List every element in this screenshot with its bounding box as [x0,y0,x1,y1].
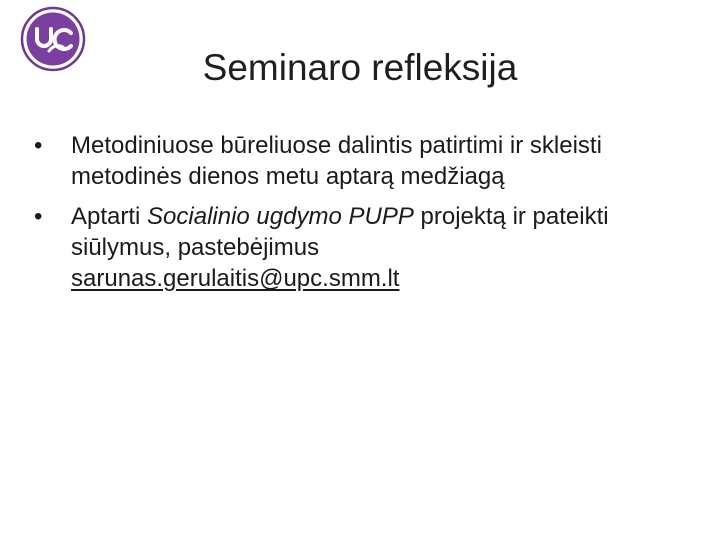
bullet-glyph: • [34,203,43,230]
bullet-text-prefix: Aptarti [71,203,148,230]
bullet-glyph: • [34,132,43,159]
bullet-text-suffix: projektą ir pateikti siūlymus, pastebėjimus [71,203,609,261]
bullet-item [34,130,684,192]
bullet-text-italic: Socialinio ugdymo PUPP [147,203,414,230]
email-link[interactable]: sarunas.gerulaitis@upc.smm.lt [71,265,400,292]
slide-title: Seminaro refleksija [202,47,518,88]
bullet-text: Metodiniuose būreliuose dalintis patirtimi ir skleisti metodinės dienos metu aptarą medžiagą [71,132,602,190]
bullet-list [34,130,684,303]
bullet-item [34,201,684,294]
